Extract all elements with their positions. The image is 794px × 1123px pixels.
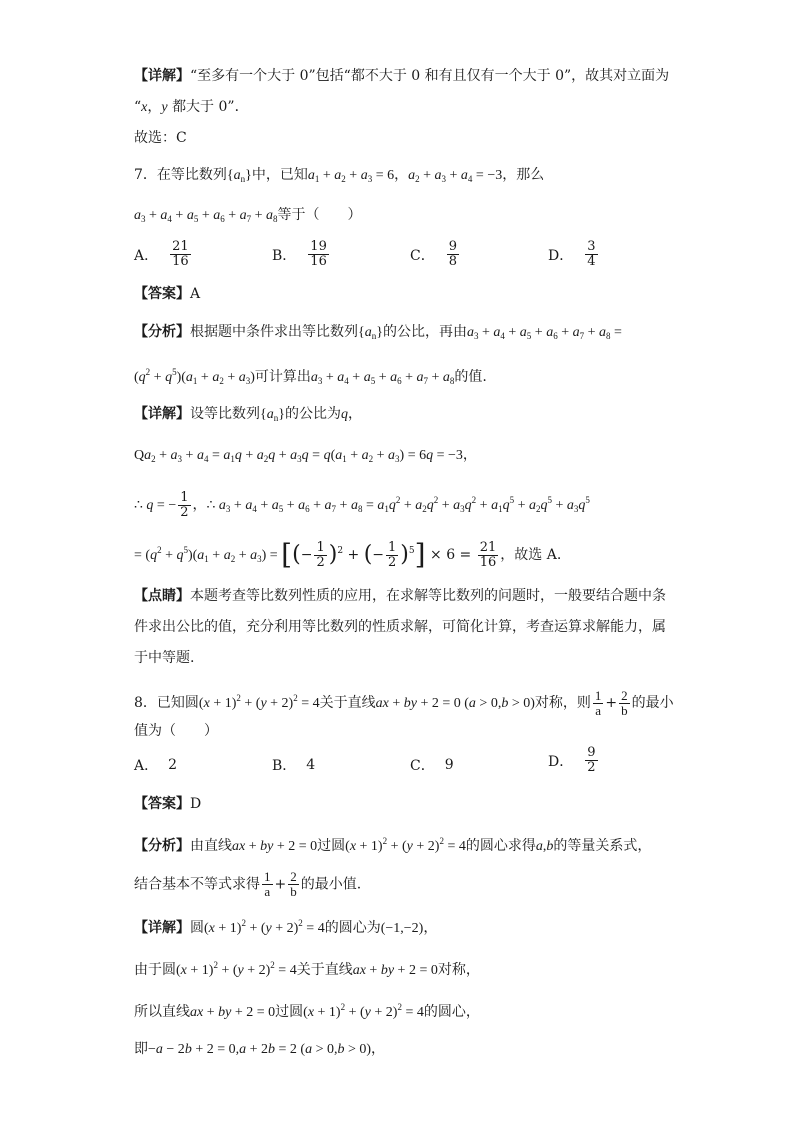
detail-text: “至多有一个大于 0”包括“都不大于 0 和有且仅有一个大于 0”，故其对立面为 bbox=[190, 68, 670, 84]
question-7-stem: 7．在等比数列$\{a_n\}$中，已知$a_1 + a_2 + a_3 = 6$，$a_2 + a_3 + a_4 = -3$，那么 bbox=[134, 167, 545, 184]
option-b: B． 4 bbox=[272, 757, 316, 774]
option-b: B． $\frac{19}{16}$ bbox=[272, 239, 327, 269]
detail-line-3: 所以直线ax + by + 2 = 0过圆$(x + 1)^2 + (y + 2)^2 = 4$的圆心， bbox=[134, 1002, 480, 1020]
answer-line bbox=[134, 284, 200, 304]
option-a: A． 2 bbox=[134, 757, 178, 774]
option-d: D． $\frac{3}{4}$ bbox=[548, 239, 596, 269]
math-line: ∴ q = − $\frac{1}{2}$ ，∴ $a_3 + a_4 + a_5 + a_6 + a_7 + a_8 = a_1q^2 + a_2q^2 + a_3q^2 + a_1q^5 + a_2q^5 + a_3q^5$ bbox=[134, 489, 590, 520]
fraction: $\frac{21}{16}$ bbox=[172, 239, 189, 269]
math-line: $Qa_2 + a_3 + a_4 = a_1q + a_2q + a_3q = q(a_1 + a_2 + a_3) = 6q = -3$， bbox=[134, 447, 477, 464]
question-8-stem-2: 值为（ ） bbox=[134, 723, 218, 739]
fraction: $\frac{9}{2}$ bbox=[587, 745, 596, 775]
answer-label: 【答案】 bbox=[134, 796, 190, 812]
text-line: “x，y 都大于 0”． bbox=[134, 99, 249, 115]
comment-line: 【点睛】本题考查等比数列性质的应用，在求解等比数列的问题时，一般要结合题中条 bbox=[134, 588, 666, 604]
detail-line-2: 由于圆$(x + 1)^2 + (y + 2)^2 = 4$关于直线ax + by + 2 = 0对称， bbox=[134, 960, 480, 978]
answer-value: A bbox=[190, 286, 201, 302]
answer-label: 【答案】 bbox=[134, 286, 190, 302]
detail-line: 【详解】设等比数列$\{a_n\}$的公比为q， bbox=[134, 406, 362, 423]
comment-line-2: 件求出公比的值，充分利用等比数列的性质求解，可简化计算，考查运算求解能力，属 bbox=[134, 619, 666, 635]
analysis-line: 【分析】由直线ax + by + 2 = 0过圆$(x + 1)^2 + (y + 2)^2 = 4$的圆心求得a,b的等量关系式， bbox=[134, 836, 652, 854]
analysis-label: 【分析】 bbox=[134, 324, 190, 340]
detail-text: 都大于 0”． bbox=[172, 99, 249, 115]
detail-label: 【详解】 bbox=[134, 406, 190, 422]
analysis-label: 【分析】 bbox=[134, 838, 190, 854]
option-c: C． $\frac{9}{8}$ bbox=[410, 239, 457, 269]
comment-label: 【点睛】 bbox=[134, 588, 190, 604]
option-c: C． 9 bbox=[410, 757, 454, 774]
option-a: A． $\frac{21}{16}$ bbox=[134, 239, 189, 269]
question-8-stem: 8．已知圆$(x + 1)^2 + (y + 2)^2 = 4$关于直线ax + by + 2 = 0 (a > 0,b > 0)对称，则 $\frac{1}{a}$ + $\frac{2}{b}$ 的最小 bbox=[134, 687, 674, 718]
analysis-line: 【分析】根据题中条件求出等比数列$\{a_n\}$的公比，再由$a_3 + a_4 + a_5 + a_6 + a_7 + a_8$ = bbox=[134, 324, 622, 341]
detail-line: 【详解】圆$(x + 1)^2 + (y + 2)^2 = 4$的圆心为(−1,−2)， bbox=[134, 918, 438, 936]
analysis-line-2: 结合基本不等式求得 $\frac{1}{a}$ + $\frac{2}{b}$ 的最小值. bbox=[134, 869, 362, 899]
option-d: D． $\frac{9}{2}$ bbox=[548, 745, 596, 775]
detail-label: 【详解】 bbox=[134, 68, 190, 84]
fraction: $\frac{3}{4}$ bbox=[587, 239, 596, 269]
math-line: = $(q^2 + q^5)(a_1 + a_2 + a_3)$ = [(− $\frac{1}{2}$ )$^2$ + (− $\frac{1}{2}$ )$^5$] × 6 = $\frac{21}{16}$ ，故选 A. bbox=[134, 538, 562, 571]
comment-line-3: 于中等题. bbox=[134, 650, 195, 666]
detail-label: 【详解】 bbox=[134, 920, 190, 936]
question-7-stem-2: $a_3 + a_4 + a_5 + a_6 + a_7 + a_8$等于（ ） bbox=[134, 207, 362, 224]
answer-value: D bbox=[190, 796, 202, 812]
fraction: $\frac{9}{8}$ bbox=[448, 239, 457, 269]
choice-line: 故选：C bbox=[134, 130, 187, 146]
detail-line-4: 即−a − 2b + 2 = 0,a + 2b = 2 (a > 0,b > 0)， bbox=[134, 1041, 386, 1057]
fraction: $\frac{19}{16}$ bbox=[310, 239, 327, 269]
answer-line bbox=[134, 794, 201, 814]
analysis-line-2: $(q^2 + q^5)(a_1 + a_2 + a_3)$可计算出$a_3 + a_4 + a_5 + a_6 + a_7 + a_8$的值. bbox=[134, 367, 487, 386]
text-line bbox=[134, 66, 669, 86]
